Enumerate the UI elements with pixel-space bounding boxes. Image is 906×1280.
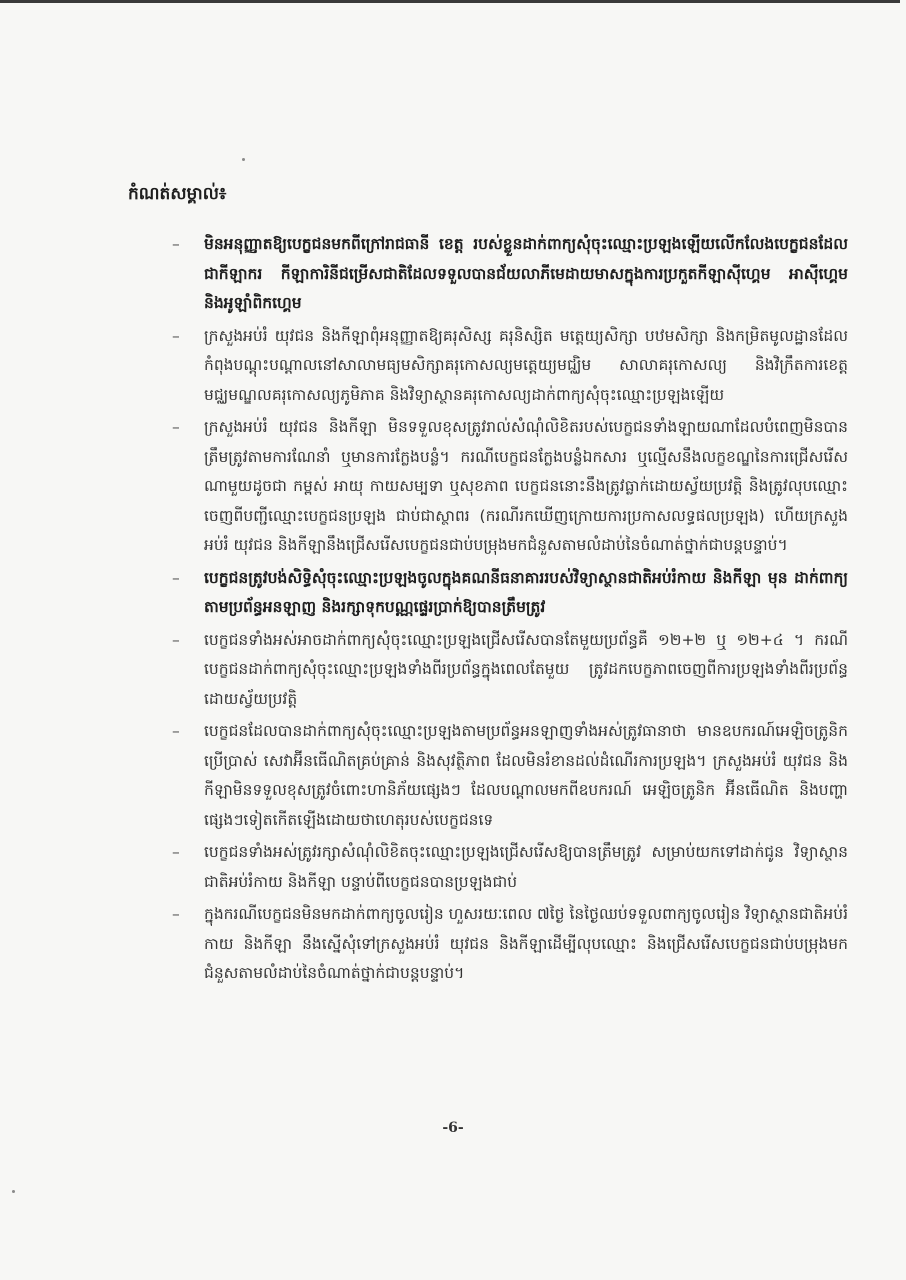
- page-number: -6-: [442, 1120, 464, 1136]
- note-item-single-program: [172, 626, 848, 715]
- notes-heading: កំណត់សម្គាល់៖: [128, 184, 227, 204]
- dash-bullet: –: [172, 568, 180, 587]
- dash-bullet: –: [172, 843, 180, 861]
- notes-list: [172, 230, 848, 989]
- dash-bullet: –: [172, 418, 180, 436]
- scan-speck: [242, 158, 245, 161]
- dash-bullet: –: [172, 630, 180, 649]
- note-text: ក្រសួងអប់រំ យុវជន និងកីឡា មិនទទួលខុសត្រូវរាល់សំណុំលិខិតរបស់បេក្ខជនទាំងឡាយណាដែលបំពេញមិនបានត្រឹមត្រូវតាមការណែនាំ ឬមានការក្លែងបន្លំ។ ករណីបេក្ខជនក្លែងបន្លំឯកសារ ឬល្មើសនឹងលក្ខខណ្ឌនៃការជ្រើសរើសណាមួយដូចជា កម្ពស់ អាយុ កាយសម្បទា ឬសុខភាព បេក្ខជននោះនឹងត្រូវធ្លាក់ដោយស្វ័យប្រវត្តិ និងត្រូវលុបឈ្មោះចេញពីបញ្ជីឈ្មោះបេក្ខជនប្រឡង ជាប់ជាស្ថាពរ (ករណីរកឃើញក្រោយការប្រកាសលទ្ធផលប្រឡង) ហើយក្រសួងអប់រំ យុវជន និងកីឡានឹងជ្រើសរើសបេក្ខជនជាប់បម្រុងមកជំនួសតាមលំដាប់នៃចំណាត់ថ្នាក់ជាបន្តបន្ទាប់។: [204, 418, 848, 554]
- note-item-online-equipment: [172, 717, 848, 835]
- top-border-line: [0, 0, 900, 3]
- note-text: មិនអនុញ្ញាតឱ្យបេក្ខជនមកពីក្រៅរាជធានី ខេត្ត របស់ខ្លួនដាក់ពាក្យសុំចុះឈ្មោះប្រឡងឡើយលើកលែងបេក្ខជនដែលជាកីឡាករ កីឡាការិនីជម្រើសជាតិដែលទទួលបានជ័យលាភីមេដាយមាសក្នុងការប្រកួតកីឡាស៊ីហ្គេម អាស៊ីហ្គេម និងអូឡាំពិកហ្គេម: [204, 235, 848, 312]
- dash-bullet: –: [172, 326, 180, 345]
- scan-speck: [12, 1190, 15, 1193]
- note-item-registration-fee: [172, 564, 848, 623]
- dash-bullet: –: [172, 722, 180, 740]
- dash-bullet: –: [172, 905, 180, 923]
- note-item-keep-documents: [172, 838, 848, 897]
- note-text: បេក្ខជនទាំងអស់អាចដាក់ពាក្យសុំចុះឈ្មោះប្រឡងជ្រើសរើសបានតែមួយប្រព័ន្ធគឺ ១២+២ ឬ ១២+៤ ។ ករណីបេក្ខជនដាក់ពាក្យសុំចុះឈ្មោះប្រឡងទាំងពីរប្រព័ន្ធក្នុងពេលតែមួយ ត្រូវដកបេក្ខភាពចេញពីការប្រឡងទាំងពីរប្រព័ន្ធដោយស្វ័យប្រវត្តិ: [204, 630, 848, 708]
- note-text: ក្នុងករណីបេក្ខជនមិនមកដាក់ពាក្យចូលរៀន ហួសរយៈពេល ៧ថ្ងៃ នៃថ្ងៃឈប់ទទួលពាក្យចូលរៀន វិទ្យាស្ថានជាតិអប់រំកាយ និងកីឡា នឹងស្នើសុំទៅក្រសួងអប់រំ យុវជន និងកីឡាដើម្បីលុបឈ្មោះ និងជ្រើសរើសបេក្ខជនជាប់បម្រុងមកជំនួសតាមលំដាប់នៃចំណាត់ថ្នាក់ជាបន្តបន្ទាប់។: [204, 905, 848, 982]
- note-item-trainee-teachers: [172, 322, 848, 411]
- dash-bullet: –: [172, 235, 180, 253]
- note-text: បេក្ខជនដែលបានដាក់ពាក្យសុំចុះឈ្មោះប្រឡងតាមប្រព័ន្ធអនឡាញទាំងអស់ត្រូវធានាថា មានឧបករណ៍អេឡិចត្រូនិកប្រើប្រាស់ សេវាអ៊ីនធើណិតគ្រប់គ្រាន់ និងសុវត្ថិភាព ដែលមិនរំខានដល់ដំណើរការប្រឡង។ ក្រសួងអប់រំ យុវជន និងកីឡាមិនទទួលខុសត្រូវចំពោះហានិភ័យផ្សេងៗ ដែលបណ្តាលមកពីឧបករណ៍ អេឡិចត្រូនិក អ៊ីនធើណិត និងបញ្ហាផ្សេងៗទៀតកើតឡើងដោយថាហេតុរបស់បេក្ខជនទេ: [204, 722, 848, 829]
- note-text: ក្រសួងអប់រំ យុវជន និងកីឡាពុំអនុញ្ញាតឱ្យគរុសិស្ស គរុនិស្សិត មត្តេយ្យសិក្សា បឋមសិក្សា និងកម្រិតមូលដ្ឋានដែលកំពុងបណ្តុះបណ្តាលនៅសាលាមធ្យមសិក្សាគរុកោសល្យមត្តេយ្យមជ្ឈិម សាលាគរុកោសល្យ និងវិក្រឹតការខេត្ត មជ្ឈមណ្ឌលគរុកោសល្យភូមិភាគ និងវិទ្យាស្ថានគរុកោសល្យដាក់ពាក្យសុំចុះឈ្មោះប្រឡងឡើយ: [204, 326, 848, 404]
- note-text: បេក្ខជនទាំងអស់ត្រូវរក្សាសំណុំលិខិតចុះឈ្មោះប្រឡងជ្រើសរើសឱ្យបានត្រឹមត្រូវ សម្រាប់យកទៅដាក់ជូន វិទ្យាស្ថានជាតិអប់រំកាយ និងកីឡា បន្ទាប់ពីបេក្ខជនបានប្រឡងជាប់: [204, 843, 848, 891]
- note-item-document-responsibility: [172, 413, 848, 561]
- note-text: បេក្ខជនត្រូវបង់សិទ្ធិសុំចុះឈ្មោះប្រឡងចូលក្នុងគណនីធនាគាររបស់វិទ្យាស្ថានជាតិអប់រំកាយ និងកីឡា មុន ដាក់ពាក្យតាមប្រព័ន្ធអនឡាញ និងរក្សាទុកបណ្ណផ្ទេរប្រាក់ឱ្យបានត្រឹមត្រូវ: [204, 568, 848, 616]
- note-item-non-resident-rule: [172, 230, 848, 319]
- note-item-enrollment-deadline: [172, 900, 848, 989]
